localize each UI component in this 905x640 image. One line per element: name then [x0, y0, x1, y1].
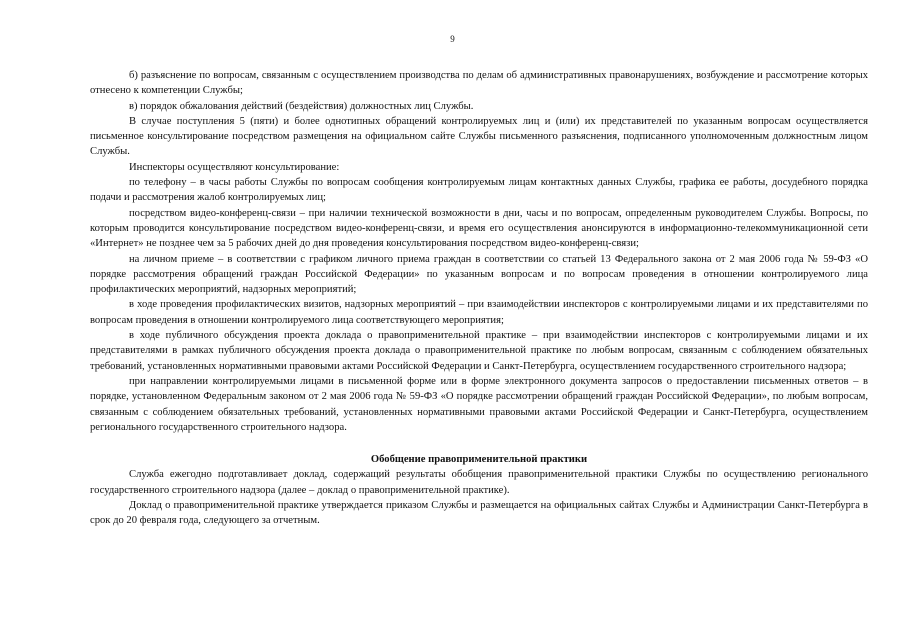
page-number: 9: [450, 34, 455, 44]
paragraph: Инспекторы осуществляют консультирование:: [129, 161, 340, 173]
paragraph: в) порядок обжалования действий (бездействия) должностных лиц Службы.: [129, 100, 474, 112]
paragraph: посредством видео-конференц-связи – при наличии технической возможности в дни, часы и по вопросам, определенным руководителем Службы. Вопросы, по которым проводится консультирование посредством видео-конференц-связи, и время его осуществления анонсируются в информационно-телекоммуникационной сети «Интернет» не позднее чем за 5 рабочих дней до дня проведения консультирования посредством видео-конференц-связи;: [90, 207, 868, 250]
section-heading: Обобщение правоприменительной практики: [370, 454, 588, 466]
document-body: [90, 68, 868, 529]
paragraph: в ходе проведения профилактических визитов, надзорных мероприятий – при взаимодействии инспекторов с контролируемыми лицами и их представителями по вопросам проведения в отношении контролируемого лица соответствующего мероприятия;: [90, 299, 868, 326]
section-paragraph: Служба ежегодно подготавливает доклад, содержащий результаты обобщения правоприменительной практики Службы по осуществлению регионального государственного строительного надзора (далее – доклад о правоприменительной практике).: [90, 469, 868, 496]
paragraph: в ходе публичного обсуждения проекта доклада о правоприменительной практике – при взаимодействии инспекторов с контролируемыми лицами и их представителями в рамках публичного обсуждения проекта доклада о правоприменительной практике по любым вопросам, связанным с соблюдением обязательных требований, установленных нормативными правовыми актами Российской Федерации и Санкт-Петербурга, осуществлением государственного строительного надзора;: [90, 330, 868, 372]
section-paragraph: Доклад о правоприменительной практике утверждается приказом Службы и размещается на официальных сайтах Службы и Администрации Санкт-Петербурга в срок до 20 февраля года, следующего за отчетным.: [90, 500, 868, 527]
paragraph: В случае поступления 5 (пяти) и более однотипных обращений контролируемых лиц и (или) их представителей по указанным вопросам осуществляется письменное консультирование посредством размещения на официальном сайте Службы письменного разъяснения, подписанного уполномоченным должностным лицом Службы.: [90, 115, 868, 158]
paragraph: по телефону – в часы работы Службы по вопросам сообщения контролируемым лицам контактных данных Службы, графика ее работы, досудебного порядка подачи и рассмотрения жалоб контролируемых лиц;: [90, 177, 868, 204]
paragraph: при направлении контролируемыми лицами в письменной форме или в форме электронного документа запросов о предоставлении письменных ответов – в порядке, установленном Федеральным законом от 2 мая 2006 года № 59-ФЗ «О порядке рассмотрении обращений граждан Российской Федерации», по любым вопросам, связанным с соблюдением обязательных требований, установленных нормативными правовыми актами Российской Федерации и Санкт-Петербурга, осуществлением регионального государственного строительного надзора.: [90, 375, 868, 433]
paragraph: на личном приеме – в соответствии с графиком личного приема граждан в соответствии со статьей 13 Федерального закона от 2 мая 2006 года № 59-ФЗ «О порядке рассмотрения обращений граждан Российской Федерации» по указанным вопросам и по вопросам проведения в отношении контролируемого лица профилактических мероприятий, надзорных мероприятий;: [90, 253, 868, 296]
paragraph: б) разъяснение по вопросам, связанным с осуществлением производства по делам об административных правонарушениях, возбуждение и рассмотрение которых отнесено к компетенции Службы;: [90, 70, 868, 97]
